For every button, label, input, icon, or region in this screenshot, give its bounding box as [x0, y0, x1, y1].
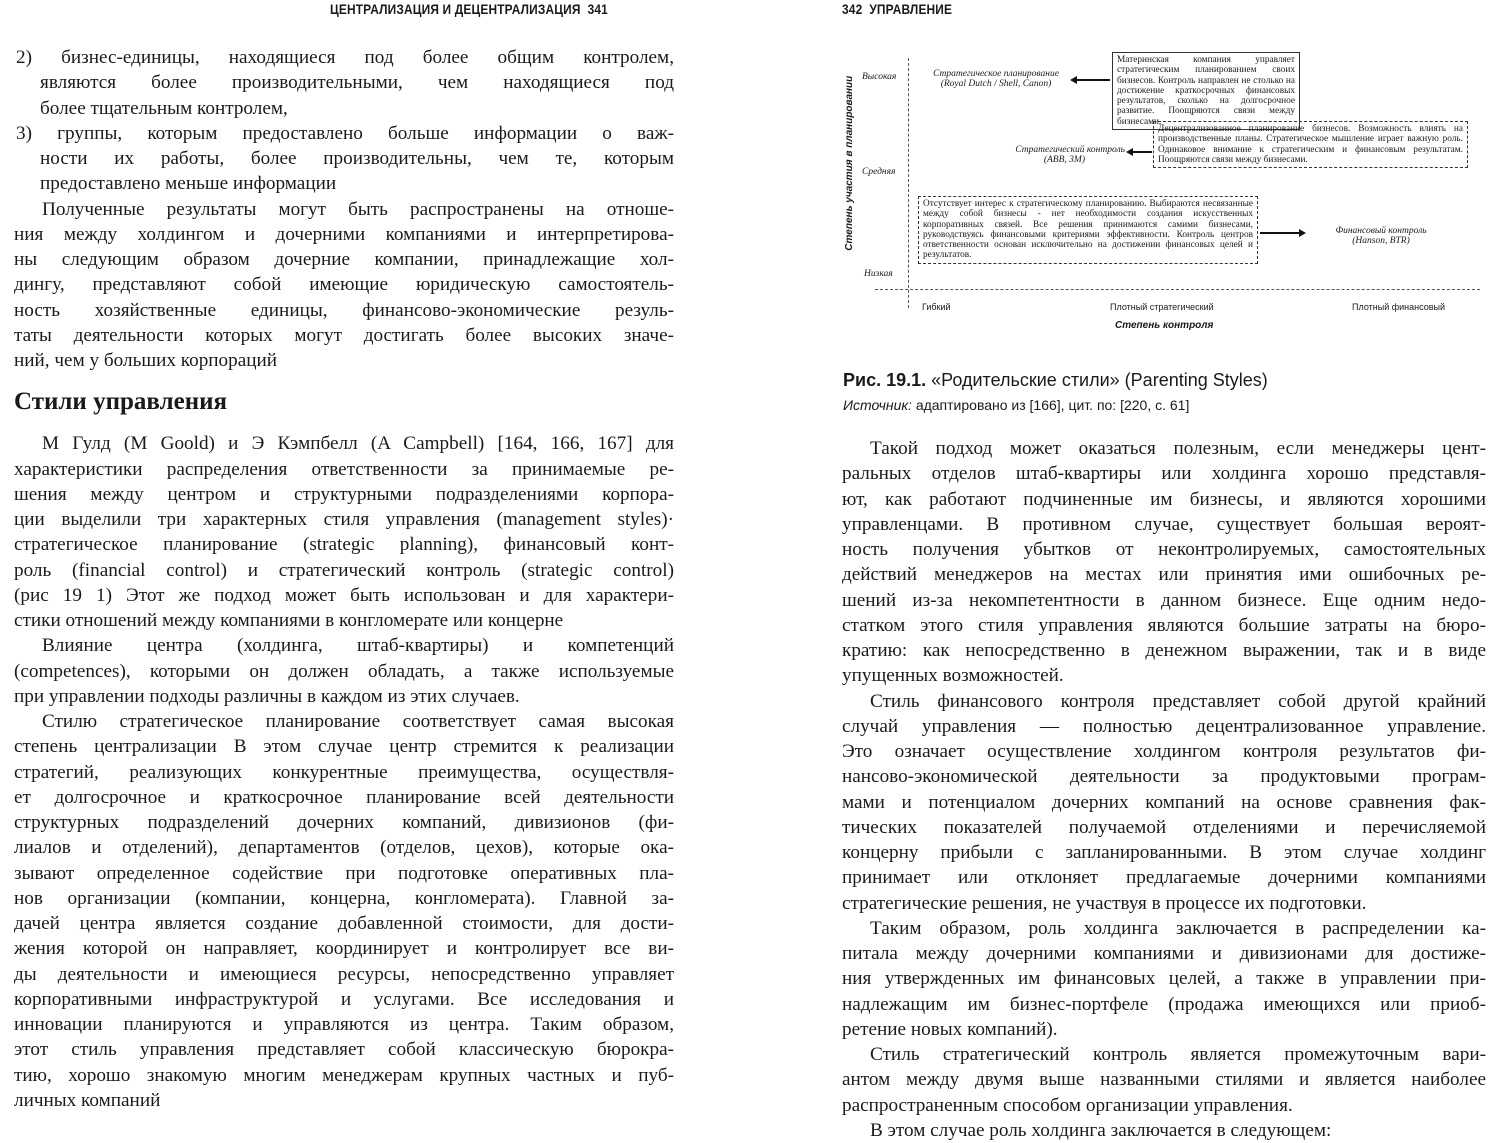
- description-box-financial-control: Отсутствует интерес к стратегическому планированию. Выбираются несвязанные между собой бизнесы - нет необходимости создания искусственных корпоративных связей. Все решения принимаются самими бизнесами, руководствуясь финансовыми критериями эффективности. Контроль центров ответственности основан исключительно на достижении финансовых целей и результатов.: [918, 196, 1258, 264]
- text-line: степень централизации В этом случае центр стремится к реализации: [14, 736, 674, 758]
- text-line: надлежащим им бизнес-портфеле (продажа имеющихся или приоб-: [842, 993, 1486, 1015]
- text-line: нов организации (компании, концерна, конгломерата). Главной за-: [14, 887, 674, 909]
- paragraph: [842, 916, 1486, 1042]
- paragraph: [14, 431, 674, 633]
- style-label-strategic-control: [975, 145, 1125, 166]
- text-line: характеристики распределения ответственности за принимаемые ре-: [14, 458, 674, 480]
- style-examples: (ABB, 3M): [1043, 155, 1085, 166]
- paragraph: [842, 1042, 1486, 1118]
- text-line: ности их работы, более производительны, чем те, которым: [40, 148, 674, 169]
- text-line: стратегическое планирование (strategic planning), финансовый конт-: [14, 534, 674, 556]
- text-line: ции выделили три характерных стиля управления (management styles)·: [14, 509, 674, 530]
- section-heading: Стили управления: [14, 388, 228, 416]
- paragraph: [842, 436, 1486, 689]
- text-line: 3) группы, которым предоставлено больше информации о важ-: [16, 122, 674, 144]
- left-running-head: [330, 1, 608, 17]
- x-level-tight-strategic: Плотный стратегический: [1110, 302, 1214, 312]
- source-text: адаптировано из [166], цит. по: [220, с. 61]: [915, 397, 1190, 413]
- text-line: стратегические решения, не участвуя в процессе их подготовки.: [842, 892, 1367, 914]
- text-line: кратию: как непосредственно в денежном выражении, так и в виде: [842, 640, 1486, 661]
- y-level-low: Низкая: [864, 269, 893, 279]
- style-examples: (Royal Dutch / Shell, Canon): [940, 79, 1052, 90]
- description-box-strategic-planning: Материнская компания управляет стратегическим планированием своих бизнесов. Контроль направлен не столько на достижение краткосрочных финансовых результатов, сколько на долгосрочное развитие. Поощряются связи между бизнесами.: [1112, 52, 1300, 130]
- x-axis-title: Степень контроля: [1115, 320, 1214, 331]
- text-line: (competences), которыми он должен обладать, а также используемые: [14, 660, 674, 682]
- y-level-high: Высокая: [862, 72, 897, 82]
- text-line: (рис 19 1) Этот же подход может быть использован и для характери-: [14, 584, 674, 606]
- text-line: лиалов и отделений), департаментов (отделов, цехов), которые ока-: [14, 837, 674, 859]
- caption-label: Рис. 19.1.: [843, 370, 927, 390]
- text-line: Стиль стратегический контроль является промежуточным вари-: [870, 1044, 1486, 1065]
- style-label-strategic-planning: [916, 69, 1076, 90]
- text-line: более тщательным контролем,: [40, 97, 288, 119]
- text-line: нансово-экономической деятельности за продуктовыми програм-: [842, 766, 1486, 788]
- text-line: Стилю стратегическое планирование соответствует самая высокая: [42, 711, 674, 732]
- y-axis-title: Степень участия в планировании: [843, 75, 855, 251]
- left-page-text: [14, 45, 674, 1113]
- paragraph: [842, 1118, 1486, 1143]
- style-name: Стратегическое планирование: [933, 69, 1059, 79]
- description-box-strategic-control: Децентрализованное планирование бизнесов. Возможность влиять на производственные планы. Стратегическое мышление играет важную роль. Одинаковое внимание к стратегическим и финансовым результатам. Поощряются связи между бизнесами.: [1153, 121, 1468, 168]
- text-line: Стиль финансового контроля представляет собой другой крайний: [870, 690, 1486, 712]
- arrow-left-icon: [1132, 151, 1152, 153]
- y-level-medium: Средняя: [862, 167, 896, 177]
- parenting-styles-figure: [840, 40, 1485, 340]
- paragraph: [14, 709, 674, 1113]
- right-running-head: [842, 1, 952, 17]
- text-line: тических показателей получаемой отделениями и перечисляемой: [842, 816, 1486, 838]
- x-level-flexible: Гибкий: [922, 302, 951, 312]
- text-line: предоставлено меньше информации: [40, 173, 337, 195]
- text-line: ность получения убытков от неконтролируемых, самостоятельных: [842, 539, 1486, 560]
- text-line: принимает или отклоняет предлагаемые дочерними компаниями: [842, 867, 1486, 889]
- paragraph: [842, 689, 1486, 916]
- figure-source: [843, 397, 1189, 413]
- text-line: стики отношений между компаниями в конгломерате или концерне: [14, 610, 564, 631]
- style-name: Финансовый контроль: [1335, 226, 1427, 236]
- x-axis-line: [875, 289, 1480, 290]
- text-line: корпоративными инфраструктурой и услугами. Все исследования и: [14, 988, 674, 1010]
- text-line: статком этого стиля управления являются большие затраты на бюро-: [842, 614, 1486, 636]
- text-line: антом между двумя выше названными стилями и является наиболее: [842, 1069, 1486, 1091]
- text-line: распространенным способом организации управления.: [842, 1094, 1293, 1116]
- paragraph: [14, 197, 674, 374]
- text-line: ний, чем у больших корпораций: [14, 350, 278, 371]
- text-line: случай управления — полностью децентрализованное управление.: [842, 715, 1486, 737]
- y-axis-line: [908, 58, 909, 308]
- text-line: упущенных возможностей.: [842, 665, 1064, 687]
- text-line: М Гулд (M Goold) и Э Кэмпбелл (A Campbell) [164, 166, 167] для: [42, 433, 674, 455]
- page-number: 342: [842, 1, 863, 17]
- text-line: ет долгосрочное и краткосрочное планирование всей деятельности: [14, 786, 674, 808]
- text-line: ны следующим образом дочерние компании, принадлежащие хол-: [14, 249, 674, 270]
- text-line: таты деятельности которых могут достигать более высоких значе-: [14, 324, 674, 346]
- text-line: Полученные результаты могут быть распространены на отноше-: [42, 198, 674, 220]
- style-label-financial-control: [1306, 226, 1456, 247]
- page-number: 341: [587, 1, 608, 17]
- text-line: при управлении подходы различны в каждом из этих случаев.: [14, 685, 520, 707]
- text-line: ды деятельности и имеющиеся ресурсы, непосредственно управляет: [14, 963, 674, 985]
- style-name: Стратегический контроль: [1015, 145, 1125, 155]
- caption-title: «Родительские стили» (Parenting Styles): [931, 370, 1268, 390]
- running-head-title: УПРАВЛЕНИЕ: [869, 1, 953, 17]
- style-examples: (Hanson, BTR): [1352, 236, 1410, 247]
- figure-caption: [843, 370, 1268, 391]
- text-line: дачей центра является создание добавленной стоимости, для дости-: [14, 913, 674, 934]
- text-line: роль (financial control) и стратегический контроль (strategic control): [14, 559, 674, 581]
- text-line: Такой подход может оказаться полезным, если менеджеры цент-: [870, 438, 1486, 459]
- list-item: [14, 121, 674, 197]
- text-line: этот стиль управления представляет собой классическую бюрокра-: [14, 1039, 674, 1061]
- text-line: управленцами. В противном случае, существует большая вероят-: [842, 513, 1486, 535]
- text-line: являются более производительными, чем находящиеся под: [40, 72, 674, 94]
- text-line: Таким образом, роль холдинга заключается в распределении ка-: [870, 917, 1486, 939]
- text-line: В этом случае роль холдинга заключается в следующем:: [870, 1119, 1332, 1141]
- paragraph: [14, 633, 674, 709]
- x-level-tight-financial: Плотный финансовый: [1352, 302, 1445, 312]
- text-line: 2) бизнес-единицы, находящиеся под более общим контролем,: [16, 47, 674, 68]
- text-line: Это означает осуществление холдингом контроля результатов фи-: [842, 741, 1486, 762]
- text-line: ния утвержденных им финансовых целей, а также в управлении при-: [842, 968, 1486, 990]
- text-line: жения которой он направляет, координирует и контролирует все ви-: [14, 938, 674, 960]
- text-line: ральных отделов штаб-квартиры или холдинга хорошо представля-: [842, 463, 1486, 485]
- text-line: стратегий, реализующих конкурентные преимущества, осуществля-: [14, 761, 674, 783]
- list-item: [14, 45, 674, 121]
- text-line: структурных подразделений дочерних компаний, дивизионов (фи-: [14, 812, 674, 833]
- text-line: шения между центром и структурными подразделениями корпора-: [14, 483, 674, 505]
- text-line: ния между холдингом и дочерними компаниями и интерпретирова-: [14, 223, 674, 245]
- text-line: инновации планируются и управляются из центра. Таким образом,: [14, 1014, 674, 1035]
- right-page-text: [842, 436, 1486, 1143]
- arrow-right-icon: [1260, 232, 1300, 234]
- text-line: Влияние центра (холдинга, штаб-квартиры) и компетенций: [42, 635, 674, 657]
- text-line: мами и потенциалом дочерних компаний на основе сравнения фак-: [842, 791, 1486, 813]
- text-line: ность хозяйственные единицы, финансово-экономические резуль-: [14, 299, 674, 321]
- text-line: зывают определенное содействие при подготовке оперативных пла-: [14, 862, 674, 884]
- text-line: личных компаний: [14, 1089, 161, 1111]
- running-head-title: ЦЕНТРАЛИЗАЦИЯ И ДЕЦЕНТРАЛИЗАЦИЯ: [330, 1, 581, 17]
- text-line: ют, как работают подчиненные им бизнесы, и являются хорошими: [842, 488, 1486, 510]
- text-line: питала между дочерними компаниями и дивизионами для достиже-: [842, 943, 1486, 964]
- text-line: концерну прибыли с запланированными. В этом случае холдинг: [842, 842, 1486, 863]
- arrow-left-icon: [1076, 79, 1110, 81]
- text-line: ретение новых компаний).: [842, 1018, 1058, 1040]
- text-line: шений из-за некомпетентности в данном бизнесе. Еще одним недо-: [842, 589, 1486, 611]
- text-line: дингу, представляют собой имеющие юридическую самостоятель-: [14, 274, 674, 296]
- source-label: Источник:: [843, 397, 912, 413]
- text-line: тию, хорошо знакомую многим менеджерам крупных частных и пуб-: [14, 1064, 674, 1086]
- text-line: действий менеджеров на местах или принятия ими ошибочных ре-: [842, 564, 1486, 586]
